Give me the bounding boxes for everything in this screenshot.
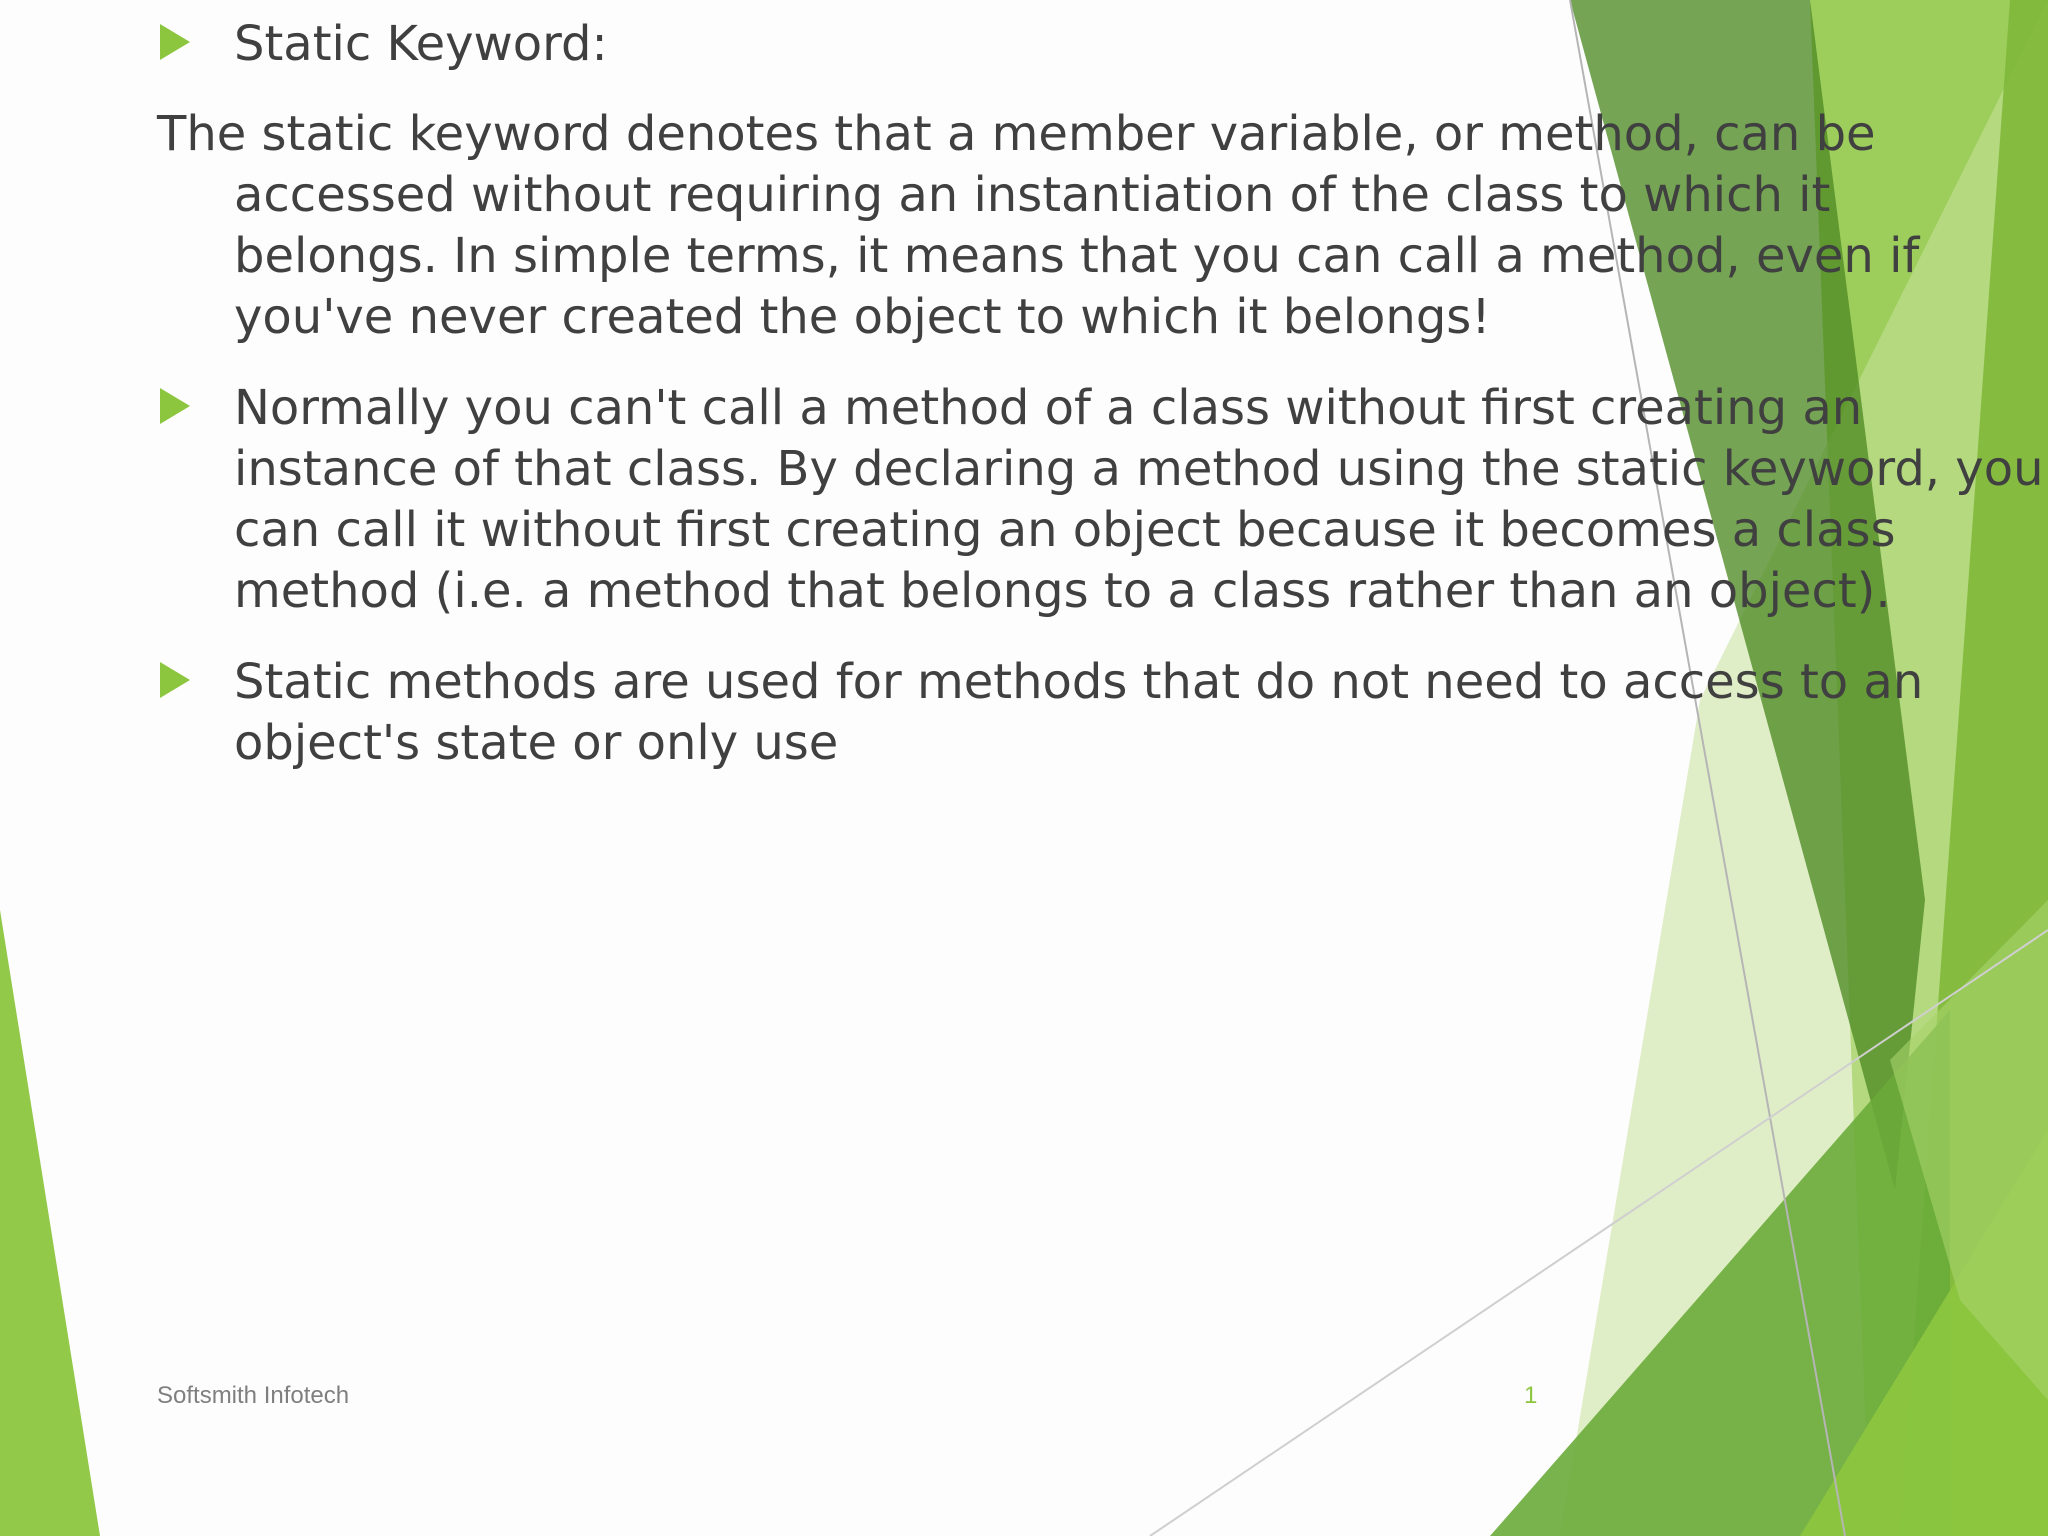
- paragraph-line: belongs. In simple terms, it means that you can call a method, even if: [234, 228, 1920, 284]
- paragraph-line: accessed without requiring an instantiation of the class to which it: [234, 167, 1831, 223]
- bullet-line: can call it without first creating an object because it becomes a class: [234, 502, 1896, 558]
- slide-heading: [234, 14, 608, 75]
- footer-company: Softsmith Infotech: [157, 1382, 350, 1409]
- triangle-right-icon: [160, 662, 190, 698]
- static-keyword-description: [157, 104, 1919, 348]
- slide-number: 1: [1524, 1382, 1538, 1409]
- paragraph-line: you've never created the object to which it belongs!: [234, 289, 1491, 345]
- bullet-line: object's state or only use: [234, 715, 839, 771]
- bullet-line: Normally you can't call a method of a class without first creating an: [234, 380, 1863, 436]
- bullet-item: [234, 652, 1923, 774]
- triangle-right-icon: [160, 24, 190, 60]
- bullet-line: Static methods are used for methods that do not need to access to an: [234, 654, 1924, 710]
- bullet-line: instance of that class. By declaring a method using the static keyword, you: [234, 441, 2044, 497]
- triangle-right-icon: [160, 388, 190, 424]
- bullet-line: method (i.e. a method that belongs to a class rather than an object).: [234, 563, 1891, 619]
- heading-text: Static Keyword:: [234, 16, 608, 72]
- bullet-item: [234, 378, 2044, 622]
- paragraph-line: The static keyword denotes that a member variable, or method, can be: [157, 106, 1876, 162]
